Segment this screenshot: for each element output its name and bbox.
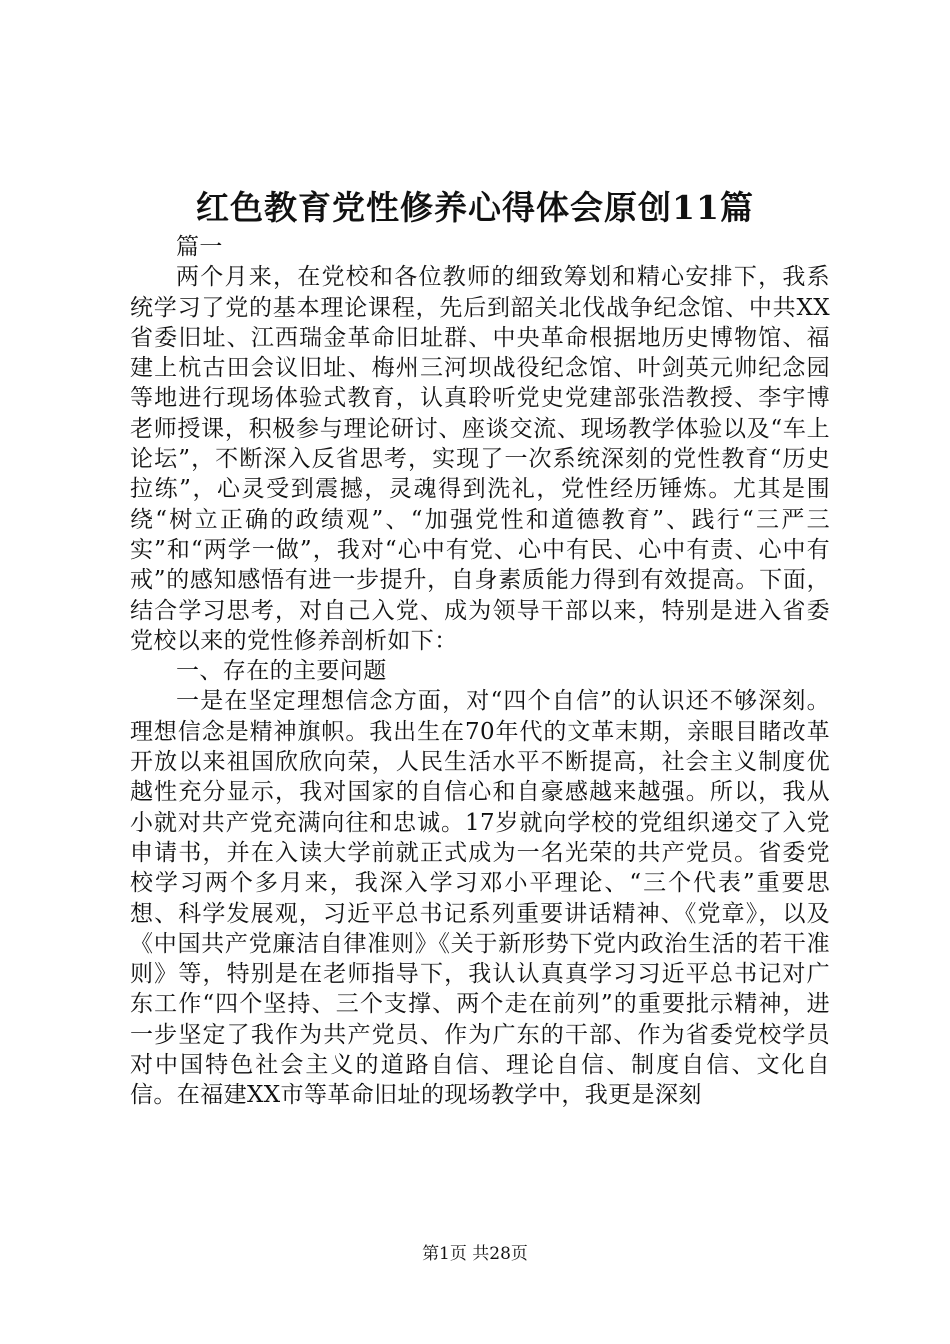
document-body	[130, 232, 830, 1111]
section-heading: 一、存在的主要问题	[176, 658, 387, 685]
section-label: 篇一	[176, 234, 223, 260]
body-paragraph: 一是在坚定理想信念方面，对“四个自信”的认识还不够深刻。理想信念是精神旗帜。我出生在70年代的文革末期，亲眼目睹改革开放以来祖国欣欣向荣，人民生活水平不断提高，社会主义制度优越性充分显示，我对国家的自信心和自豪感越来越强。所以，我从小就对共产党充满向往和忠诚。17岁就向学校的党组织递交了入党申请书，并在入读大学前就正式成为一名光荣的共产党员。省委党校学习两个多月来，我深入学习邓小平理论、“三个代表”重要思想、科学发展观，习近平总书记系列重要讲话精神、《党章》，以及《中国共产党廉洁自律准则》《关于新形势下党内政治生活的若干准则》等，特别是在老师指导下，我认认真真学习习近平总书记对广东工作“四个坚持、三个支撑、两个走在前列”的重要批示精神，进一步坚定了我作为共产党员、作为广东的干部、作为省委党校学员对中国特色社会主义的道路自信、理论自信、制度自信、文化自信。在福建XX市等革命旧址的现场教学中，我更是深刻	[130, 688, 830, 1109]
body-paragraph: 两个月来，在党校和各位教师的细致筹划和精心安排下，我系统学习了党的基本理论课程，先后到韶关北伐战争纪念馆、中共XX省委旧址、江西瑞金革命旧址群、中央革命根据地历史博物馆、福建上杭古田会议旧址、梅州三河坝战役纪念馆、叶剑英元帅纪念园等地进行现场体验式教育，认真聆听党史党建部张浩教授、李宇博老师授课，积极参与理论研讨、座谈交流、现场教学体验以及“车上论坛”，不断深入反省思考，实现了一次系统深刻的党性教育“历史拉练”，心灵受到震撼，灵魂得到洗礼，党性经历锤炼。尤其是围绕“树立正确的政绩观”、“加强党性和道德教育”、践行“三严三实”和“两学一做”，我对“心中有党、心中有民、心中有责、心中有戒”的感知感悟有进一步提升，自身素质能力得到有效提高。下面，结合学习思考，对自己入党、成为领导干部以来，特别是进入省委党校以来的党性修养剖析如下：	[130, 264, 830, 654]
document-title: 红色教育党性修养心得体会原创11篇	[196, 188, 754, 227]
page-footer: 第1页 共28页	[422, 1244, 528, 1264]
